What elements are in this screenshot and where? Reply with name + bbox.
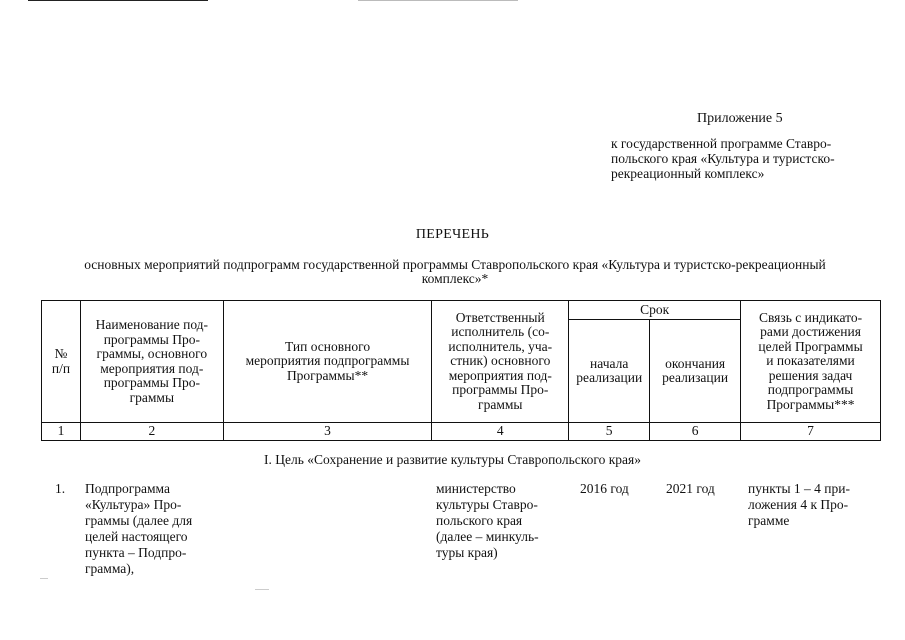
header-executor: Ответственный исполнитель (со- исполнитель, уча- стник) основного мероприятия под- программы Про- граммы bbox=[432, 301, 569, 423]
appendix-line: польского края «Культура и туристско- bbox=[611, 151, 835, 166]
header-table bbox=[41, 300, 881, 441]
header-name: Наименование под- программы Про- граммы, основного мероприятия под- программы Про- граммы bbox=[80, 301, 223, 423]
column-number: 5 bbox=[569, 423, 650, 441]
appendix-line: рекреационный комплекс» bbox=[611, 166, 765, 181]
row-end: 2021 год bbox=[666, 481, 715, 496]
header-link: Связь с индикато- рами достижения целей Программы и показателями решения задач подпрограммы Программы*** bbox=[741, 301, 881, 423]
column-number: 7 bbox=[741, 423, 881, 441]
column-number: 6 bbox=[650, 423, 741, 441]
document-subtitle bbox=[30, 258, 880, 286]
row-link: пункты 1 – 4 при- ложения 4 к Про- грамме bbox=[748, 481, 850, 528]
scan-mark bbox=[255, 589, 269, 590]
header-type: Тип основного мероприятия подпрограммы Программы** bbox=[223, 301, 432, 423]
column-number: 3 bbox=[223, 423, 432, 441]
row-start: 2016 год bbox=[580, 481, 629, 496]
appendix-reference bbox=[611, 136, 871, 181]
column-number: 4 bbox=[432, 423, 569, 441]
row-name: Подпрограмма «Культура» Про- граммы (далее для целей настоящего пункта – Подпро- грамма), bbox=[85, 481, 193, 576]
document-title: ПЕРЕЧЕНЬ bbox=[415, 227, 490, 242]
subtitle-line: комплекс»* bbox=[421, 271, 489, 286]
header-term: Срок bbox=[569, 301, 741, 320]
scan-mark bbox=[40, 578, 48, 579]
header-end: окончания реализации bbox=[650, 320, 741, 423]
row-executor: министерство культуры Ставро- польского края (далее – минкуль- туры края) bbox=[436, 481, 539, 560]
top-rule bbox=[28, 0, 208, 1]
row-number: 1. bbox=[55, 481, 66, 496]
appendix-label: Приложение 5 bbox=[697, 111, 783, 126]
column-number: 1 bbox=[42, 423, 81, 441]
header-start: начала реализации bbox=[569, 320, 650, 423]
header-num: № п/п bbox=[42, 301, 81, 423]
subtitle-line: основных мероприятий подпрограмм государственной программы Ставропольского края «Культура и туристско-рекреационный bbox=[84, 257, 826, 272]
top-rule-faint bbox=[358, 0, 518, 1]
column-number: 2 bbox=[80, 423, 223, 441]
section-title: I. Цель «Сохранение и развитие культуры Ставропольского края» bbox=[264, 452, 641, 467]
appendix-line: к государственной программе Ставро- bbox=[611, 136, 832, 151]
